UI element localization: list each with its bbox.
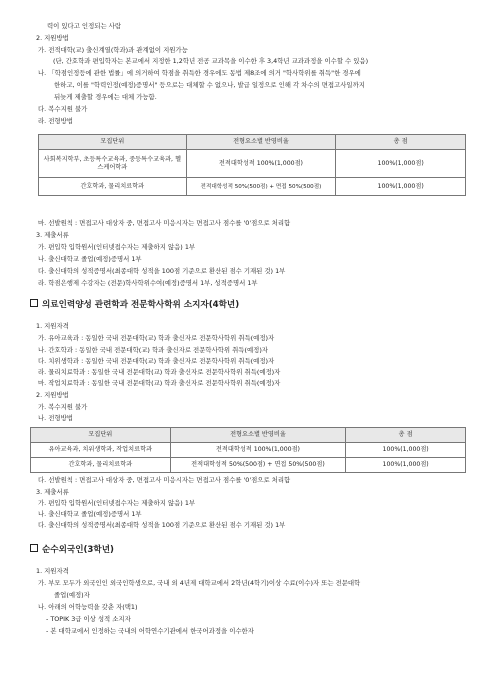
text-line: 2. 지원방법 <box>36 391 69 399</box>
text-line: 나. 간호학과 : 동일한 국내 전문대학(교) 학과 출신자로 전문학사학위 취득(예정)자 <box>38 346 268 354</box>
text-line: 마. 선발원칙 : 면접고사 대상자 중, 면접고사 미응시자는 면접고사 점수를 '0'점으로 처리함 <box>38 219 291 227</box>
cell-unit: 유아교육과, 치위생학과, 작업치료학과 <box>31 443 171 458</box>
text-line: 1. 지원자격 <box>36 322 69 330</box>
text-line: 나. 출신대학교 졸업(예정)증명서 1부 <box>38 510 142 518</box>
text-line: 나. 출신대학교 졸업(예정)증명서 1부 <box>38 255 142 263</box>
text-line: 졸업(예정)자 <box>54 591 90 599</box>
text-line: 력이 있다고 인정되는 사람 <box>47 22 122 30</box>
text-line: 다. 출신대학의 성적증명서(최종대학 성적을 100점 기준으로 환산된 점수 기재된 것) 1부 <box>38 267 286 275</box>
text-line: 1. 지원자격 <box>36 567 69 575</box>
text-line: 다. 복수지원 불가 <box>38 105 88 113</box>
square-bullet-icon <box>30 299 38 307</box>
header-ratio: 전형요소별 반영비율 <box>170 428 346 443</box>
text-line: 뒤늦게 제출할 경우에는 대체 가능함. <box>54 93 157 101</box>
table-row <box>31 458 466 473</box>
cell-unit: 사회복지학부, 초등특수교육과, 중등특수교육과, 헬스케어학과 <box>39 150 187 178</box>
table-row <box>31 443 466 458</box>
text-line: 가. 전적대학(교) 출신계열(학과)과 관계없이 지원가능 <box>38 46 188 54</box>
cell-unit: 간호학과, 물리치료학과 <box>31 458 171 473</box>
text-line: 나. 전형방법 <box>38 414 73 422</box>
cell-total: 100%(1,000점) <box>346 443 466 458</box>
text-line: 가. 편입학 입학원서(인터넷접수자는 제출하지 않음) 1부 <box>38 499 196 507</box>
table-row <box>39 178 466 196</box>
header-total: 총 점 <box>336 135 466 150</box>
text-line: 한하고, 이를 "학력인정(예정)증명서" 등으로는 대체할 수 없으나, 발급 일정으로 인해 각 차수의 면접고사일까지 <box>54 81 365 89</box>
section-heading <box>30 544 114 556</box>
section-title: 의료인력양성 관련학과 전문학사학위 소지자(4학년) <box>42 300 240 310</box>
cell-total: 100%(1,000점) <box>346 458 466 473</box>
text-line: (단, 간호학과 편입학자는 본교에서 지정한 1,2학년 전공 교과목을 이수한 후 3,4학년 교과과정을 이수할 수 있음) <box>53 57 369 65</box>
text-line: 다. 치위생학과 : 동일한 국내 전문대학(교) 학과 출신자로 전문학사학위 취득(예정)자 <box>38 357 275 365</box>
text-line: 가. 편입학 입학원서(인터넷접수자는 제출하지 않음) 1부 <box>38 243 196 251</box>
section-title: 순수외국인(3학년) <box>42 545 114 555</box>
text-line: 다. 선발원칙 : 면접고사 대상자 중, 면접고사 미응시자는 면접고사 점수를 '0'점으로 처리함 <box>38 476 291 484</box>
cell-ratio: 전적대학성적 100%(1,000점) <box>170 443 346 458</box>
cell-ratio: 전적대학성적 50%(500점) + 면접 50%(500점) <box>170 458 346 473</box>
square-bullet-icon <box>30 544 38 552</box>
cell-ratio: 전적대학성적 100%(1,000점) <box>186 150 336 178</box>
text-line: - TOPIK 3급 이상 성적 소지자 <box>46 615 131 623</box>
text-line: 3. 제출서류 <box>36 231 69 239</box>
text-line: 가. 유아교육과 : 동일한 국내 전문대학(교) 학과 출신자로 전문학사학위 취득(예정)자 <box>38 334 275 342</box>
text-line: 라. 물리치료학과 : 동일한 국내 전문대학(교) 학과 출신자로 전문학사학위 취득(예정)자 <box>38 368 281 376</box>
cell-total: 100%(1,000점) <box>336 178 466 196</box>
text-line: 라. 전형방법 <box>38 117 73 125</box>
selection-method-table <box>38 134 466 196</box>
cell-ratio: 전적대학성적 50%(500점) + 면접 50%(500점) <box>186 178 336 196</box>
header-ratio: 전형요소별 반영비율 <box>186 135 336 150</box>
cell-total: 100%(1,000점) <box>336 150 466 178</box>
section-heading <box>30 299 239 311</box>
text-line: 3. 제출서류 <box>36 488 69 496</box>
selection-method-table <box>30 427 466 473</box>
header-unit: 모집단위 <box>39 135 187 150</box>
text-line: 나. 아래의 어학능력을 갖춘 자(택1) <box>38 603 138 611</box>
header-unit: 모집단위 <box>31 428 171 443</box>
text-line: 다. 출신대학의 성적증명서(최종대학 성적을 100점 기준으로 환산된 점수 기재된 것) 1부 <box>38 521 286 529</box>
cell-unit: 간호학과, 물리치료학과 <box>39 178 187 196</box>
text-line: 마. 작업치료학과 : 동일한 국내 전문대학(교) 학과 출신자로 전문학사학위 취득(예정)자 <box>38 379 281 387</box>
text-line: 가. 부모 모두가 외국인인 외국인학생으로, 국내 외 4년제 대학교에서 2학년(4학기)이상 수료(이수)자 또는 전문대학 <box>38 579 361 587</box>
text-line: 나. 「학점인정등에 관한 법률」에 의거하여 학점을 취득한 경우에도 동법 제8조에 의거 "학사학위를 취득"한 경우에 <box>38 69 361 77</box>
header-total: 총 점 <box>346 428 466 443</box>
table-row <box>39 150 466 178</box>
text-line: 라. 학점은행제 수강자는 (전문)학사학위수여(예정)증명서 1부, 성적증명서 1부 <box>38 279 258 287</box>
text-line: 2. 지원방법 <box>36 34 69 42</box>
text-line: - 본 대학교에서 인정하는 국내의 어학연수기관에서 한국어과정을 이수한자 <box>46 627 254 635</box>
text-line: 가. 복수지원 불가 <box>38 403 88 411</box>
